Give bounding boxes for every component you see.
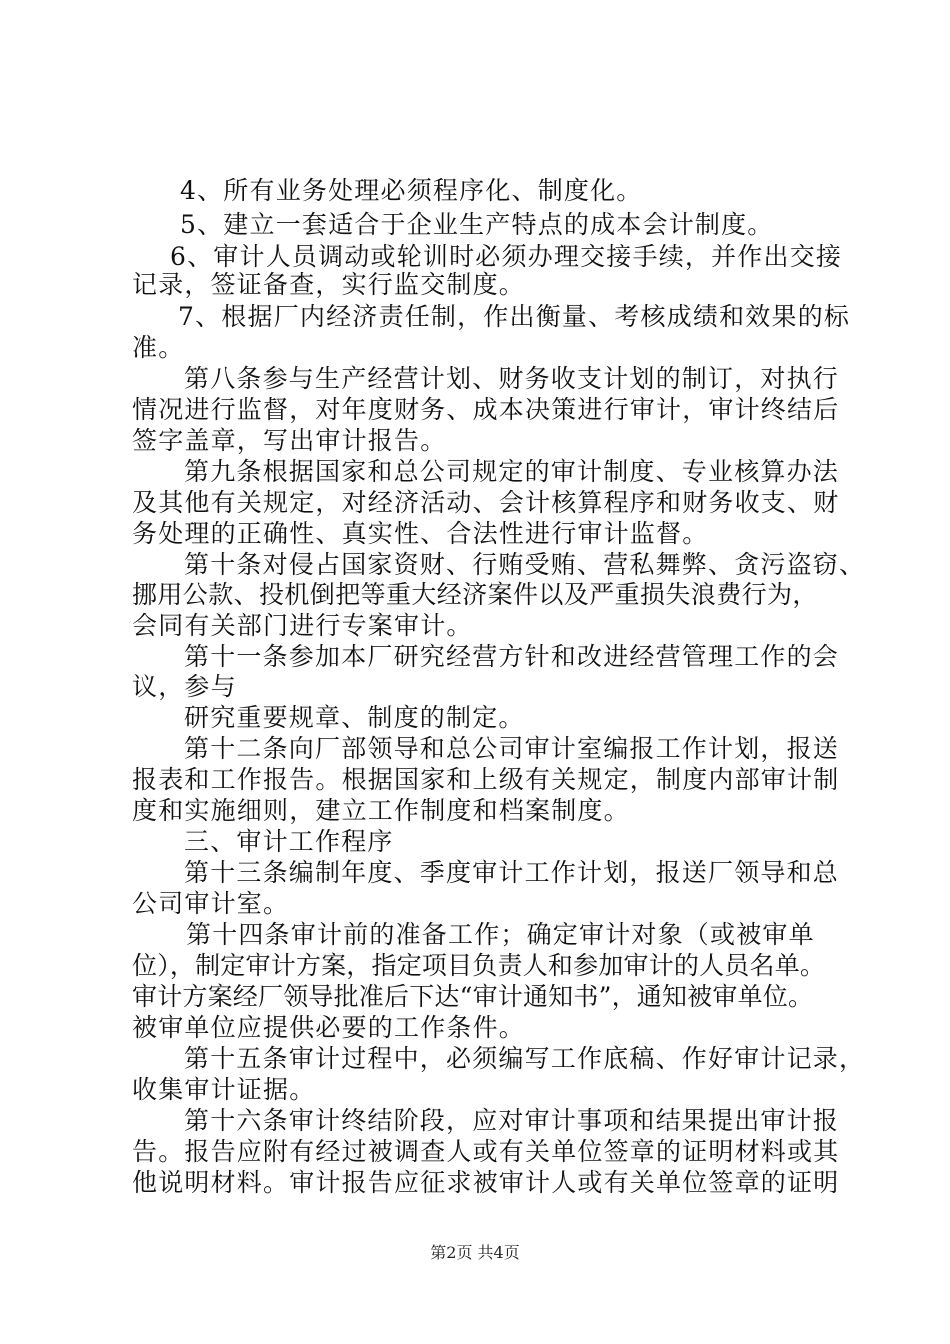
body-line: 会同有关部门进行专案审计。 <box>132 611 473 640</box>
body-line: 准。 <box>132 333 185 362</box>
body-line: 第九条根据国家和总公司规定的审计制度、专业核算办法 <box>184 457 840 486</box>
body-line: 7、根据厂内经济责任制，作出衡量、考核成绩和效果的标 <box>178 302 851 331</box>
body-line: 报表和工作报告。根据国家和上级有关规定，制度内部审计制 <box>132 765 840 794</box>
body-line: 第十四条审计前的准备工作；确定审计对象（或被审单 <box>186 920 815 949</box>
body-line: 公司审计室。 <box>132 889 290 918</box>
body-line: 第十三条编制年度、季度审计工作计划，报送厂领导和总 <box>184 858 840 887</box>
body-line: 记录，签证备查，实行监交制度。 <box>132 270 526 299</box>
body-line: 4、所有业务处理必须程序化、制度化。 <box>180 176 643 205</box>
body-line: 6、审计人员调动或轮训时必须办理交接手续，并作出交接 <box>170 242 843 271</box>
page-number-footer: 第2页 共4页 <box>430 1243 520 1262</box>
body-line: 第十二条向厂部领导和总公司审计室编报工作计划，报送 <box>184 734 840 763</box>
body-line: 收集审计证据。 <box>132 1075 316 1104</box>
body-line: 第十条对侵占国家资财、行贿受贿、营私舞弊、贪污盗窃、 <box>184 550 866 579</box>
section-heading: 三、审计工作程序 <box>184 827 394 856</box>
body-line: 被审单位应提供必要的工作条件。 <box>132 1013 526 1042</box>
body-line: 告。报告应附有经过被调查人或有关单位签章的证明材料或其 <box>132 1137 840 1166</box>
body-line: 务处理的正确性、真实性、合法性进行审计监督。 <box>132 519 709 548</box>
body-line: 议，参与 <box>132 672 237 701</box>
body-line: 他说明材料。审计报告应征求被审计人或有关单位签章的证明 <box>132 1168 840 1197</box>
body-line: 挪用公款、投机倒把等重大经济案件以及严重损失浪费行为， <box>132 580 818 609</box>
body-line: 第十五条审计过程中，必须编写工作底稿、作好审计记录， <box>184 1044 866 1073</box>
body-line: 情况进行监督，对年度财务、成本决策进行审计，审计终结后 <box>132 395 840 424</box>
body-line: 第十一条参加本厂研究经营方针和改进经营管理工作的会 <box>184 642 840 671</box>
body-line: 研究重要规章、制度的制定。 <box>184 703 525 732</box>
body-line: 审计方案经厂领导批准后下达“审计通知书”，通知被审单位。 <box>132 982 814 1011</box>
body-line: 第十六条审计终结阶段，应对审计事项和结果提出审计报 <box>184 1106 840 1135</box>
body-line: 签字盖章，写出审计报告。 <box>132 426 447 455</box>
body-line: 度和实施细则，建立工作制度和档案制度。 <box>132 796 630 825</box>
body-line: 5、建立一套适合于企业生产特点的成本会计制度。 <box>180 210 774 239</box>
body-line: 及其他有关规定，对经济活动、会计核算程序和财务收支、财 <box>132 488 840 517</box>
body-line: 第八条参与生产经营计划、财务收支计划的制订，对执行 <box>184 364 840 393</box>
body-line: 位），制定审计方案，指定项目负责人和参加审计的人员名单。 <box>132 951 826 980</box>
